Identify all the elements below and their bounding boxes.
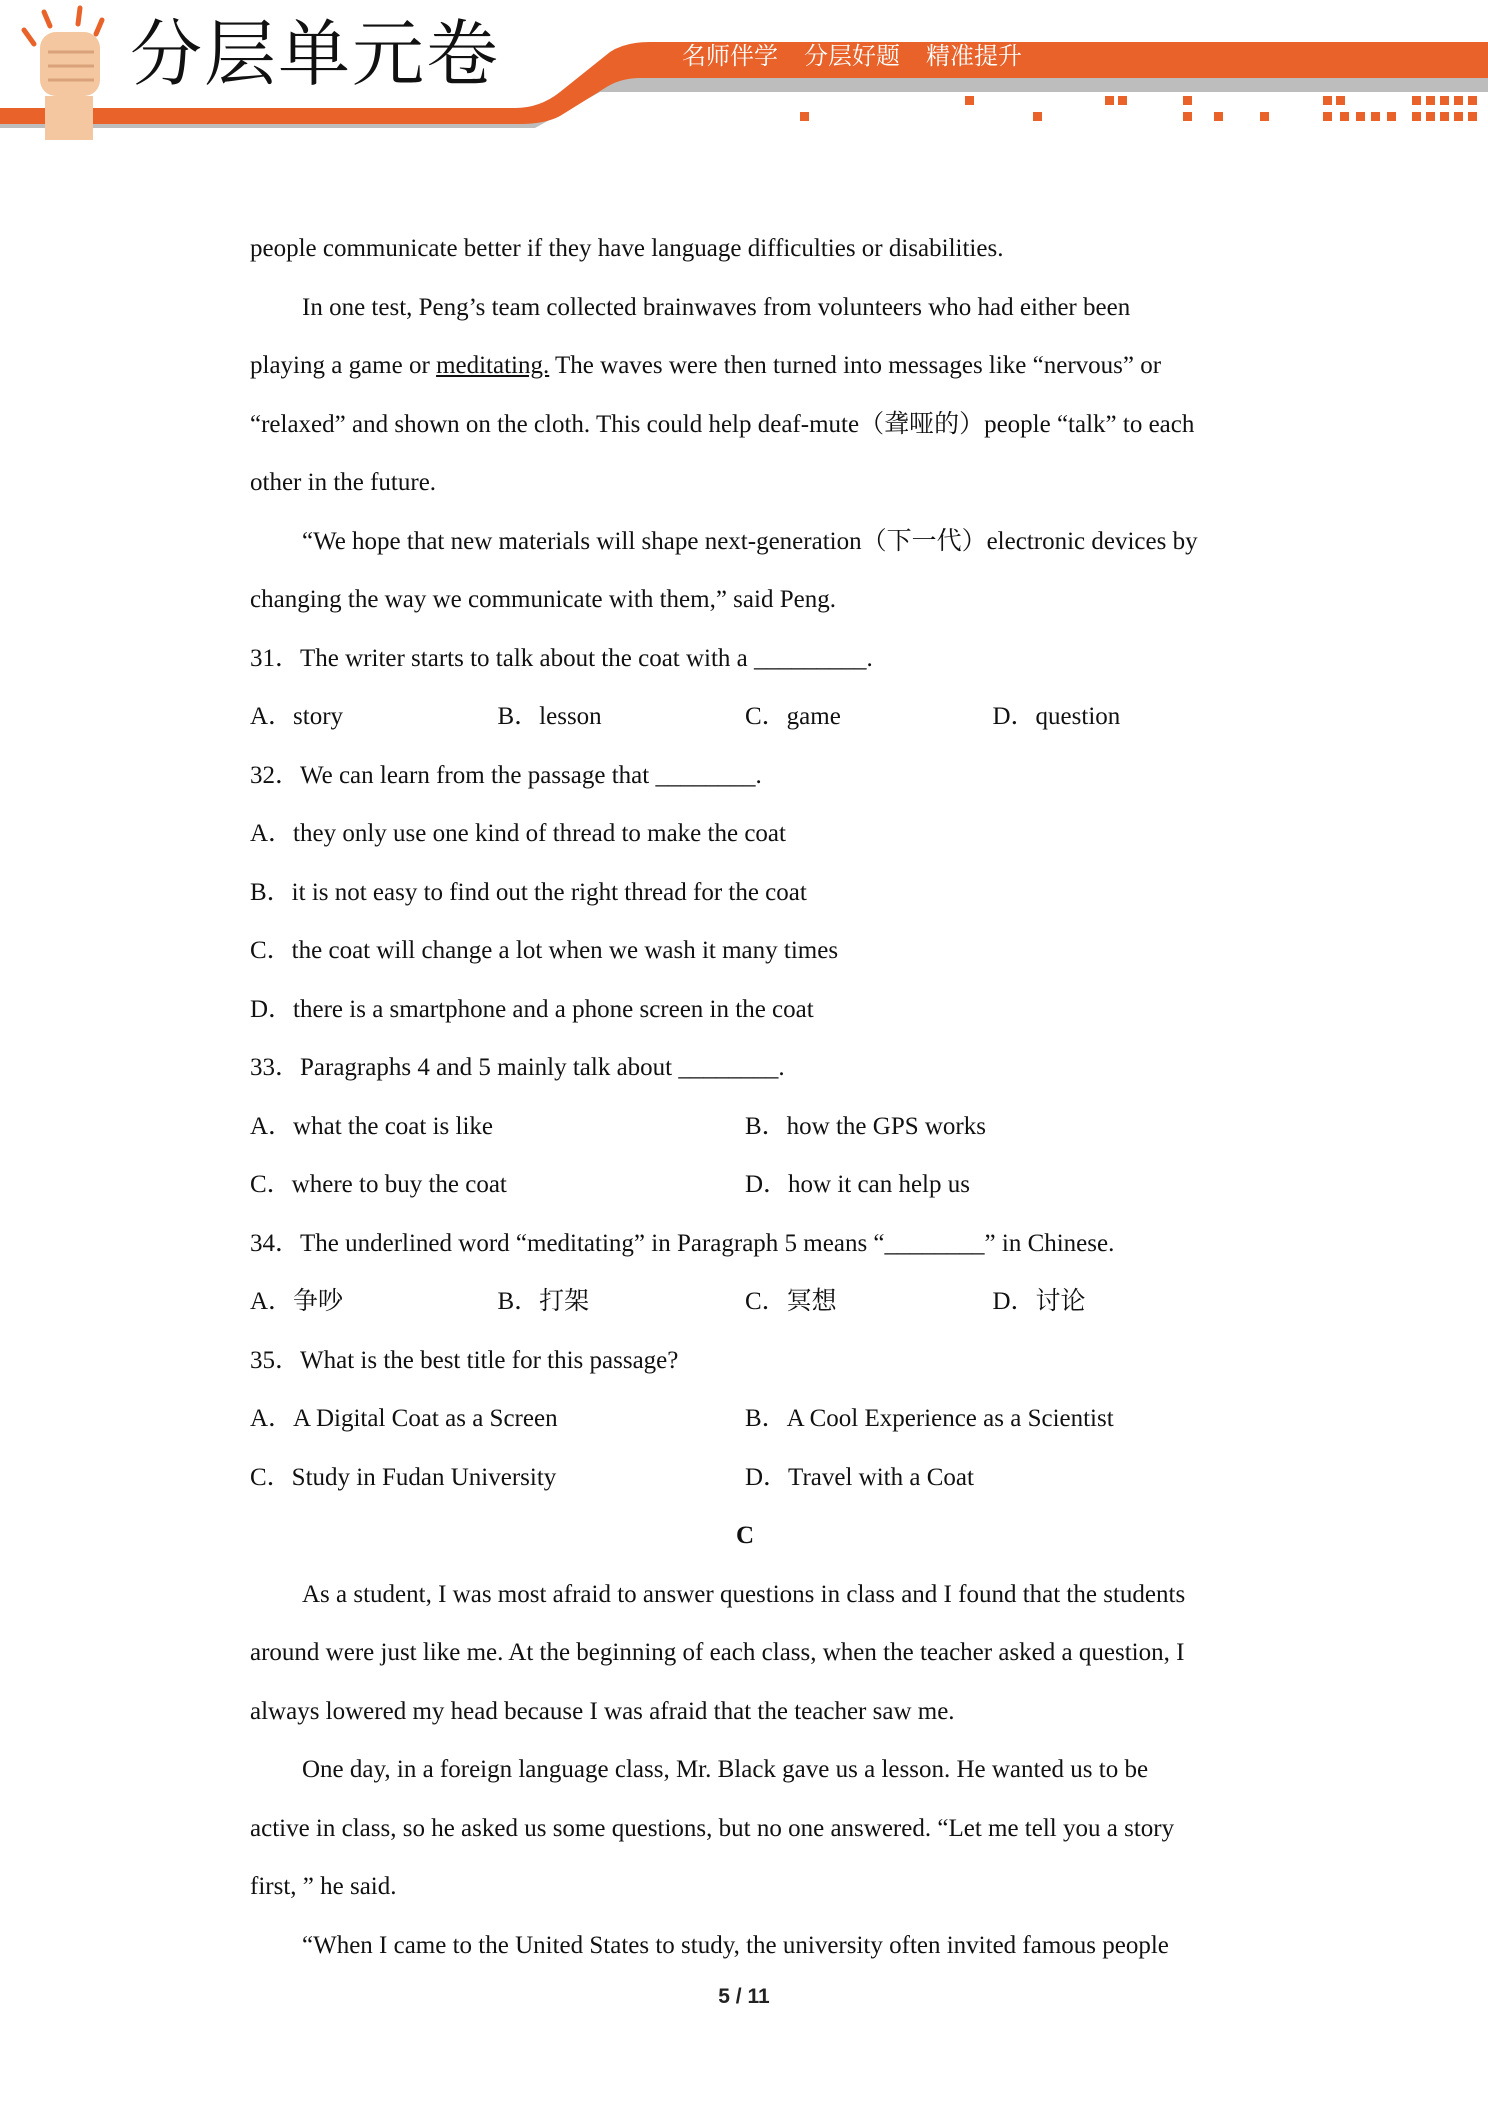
paragraph-line: first, ” he said. <box>250 1873 397 1900</box>
option: B．how the GPS works <box>745 1112 986 1140</box>
text-span: The waves were then turned into messages like “nervous” or <box>549 352 1162 379</box>
options-row <box>250 688 1240 747</box>
paragraph-line: other in the future. <box>250 469 437 496</box>
paragraph-line: As a student, I was most afraid to answer questions in class and I found that the students <box>302 1580 1186 1608</box>
paragraph-line: changing the way we communicate with them,” said Peng. <box>250 586 836 613</box>
option: D．Travel with a Coat <box>745 1463 974 1491</box>
option: C．Study in Fudan University <box>250 1463 557 1491</box>
paragraph-line: people communicate better if they have language difficulties or disabilities. <box>250 235 1004 262</box>
option: D．there is a smartphone and a phone screen in the coat <box>250 995 814 1023</box>
options-row <box>250 1098 1240 1157</box>
page-header <box>0 0 1488 150</box>
option: A．争吵 <box>250 1288 344 1315</box>
options-row <box>250 1390 1240 1449</box>
paragraph-line <box>250 337 1240 396</box>
tagline-item: 分层好题 <box>804 42 900 70</box>
tagline-item: 名师伴学 <box>682 42 778 70</box>
paragraph-line: always lowered my head because I was afraid that the teacher saw me. <box>250 1697 955 1725</box>
option: A．they only use one kind of thread to make the coat <box>250 820 786 847</box>
question-stem: 31．The writer starts to talk about the coat with a _________. <box>250 644 873 672</box>
document-body <box>250 220 1240 1975</box>
option: B．lesson <box>497 703 602 730</box>
tagline-item: 精准提升 <box>926 42 1022 70</box>
header-tagline <box>682 44 1048 68</box>
option: C．the coat will change a lot when we wash it many times <box>250 937 839 964</box>
paragraph-line: One day, in a foreign language class, Mr. Black gave us a lesson. He wanted us to be <box>302 1756 1149 1783</box>
paragraph-line: “relaxed” and shown on the cloth. This could help deaf-mute（聋哑的）people “talk” to each <box>250 410 1195 438</box>
option: B．A Cool Experience as a Scientist <box>745 1405 1114 1432</box>
question-stem: 34．The underlined word “meditating” in Paragraph 5 means “________” in Chinese. <box>250 1229 1115 1257</box>
page-number: 5 / 11 <box>718 1985 770 2008</box>
option: C．冥想 <box>745 1288 837 1315</box>
question-stem: 32．We can learn from the passage that ________. <box>250 761 762 789</box>
option: C．game <box>745 703 841 730</box>
question-stem: 33．Paragraphs 4 and 5 mainly talk about ________. <box>250 1054 785 1081</box>
option: D．question <box>992 703 1121 730</box>
option: D．how it can help us <box>745 1171 970 1198</box>
brand-title: 分层单元卷 <box>130 12 501 96</box>
options-row <box>250 1156 1240 1215</box>
text-span: playing a game or <box>250 352 437 379</box>
option: A．what the coat is like <box>250 1112 493 1140</box>
option: A．A Digital Coat as a Screen <box>250 1405 558 1432</box>
decorative-dots <box>800 96 1477 121</box>
underlined-word: meditating. <box>436 352 550 379</box>
paragraph-line: around were just like me. At the beginning of each class, when the teacher asked a question, I <box>250 1639 1185 1666</box>
option: B．it is not easy to find out the right thread for the coat <box>250 878 807 906</box>
option: C．where to buy the coat <box>250 1171 507 1198</box>
option: B．打架 <box>497 1288 590 1315</box>
question-stem: 35．What is the best title for this passage? <box>250 1346 679 1374</box>
options-row <box>250 1449 1240 1508</box>
paragraph-line: active in class, so he asked us some questions, but no one answered. “Let me tell you a story <box>250 1814 1175 1842</box>
section-title: C <box>735 1522 755 1549</box>
option: D．讨论 <box>992 1288 1086 1315</box>
paragraph-line: In one test, Peng’s team collected brainwaves from volunteers who had either been <box>302 293 1131 321</box>
option: A．story <box>250 703 344 730</box>
options-row <box>250 1273 1240 1332</box>
paragraph-line: “We hope that new materials will shape next-generation（下一代）electronic devices by <box>302 527 1198 555</box>
paragraph-line: “When I came to the United States to study, the university often invited famous people <box>302 1931 1169 1959</box>
